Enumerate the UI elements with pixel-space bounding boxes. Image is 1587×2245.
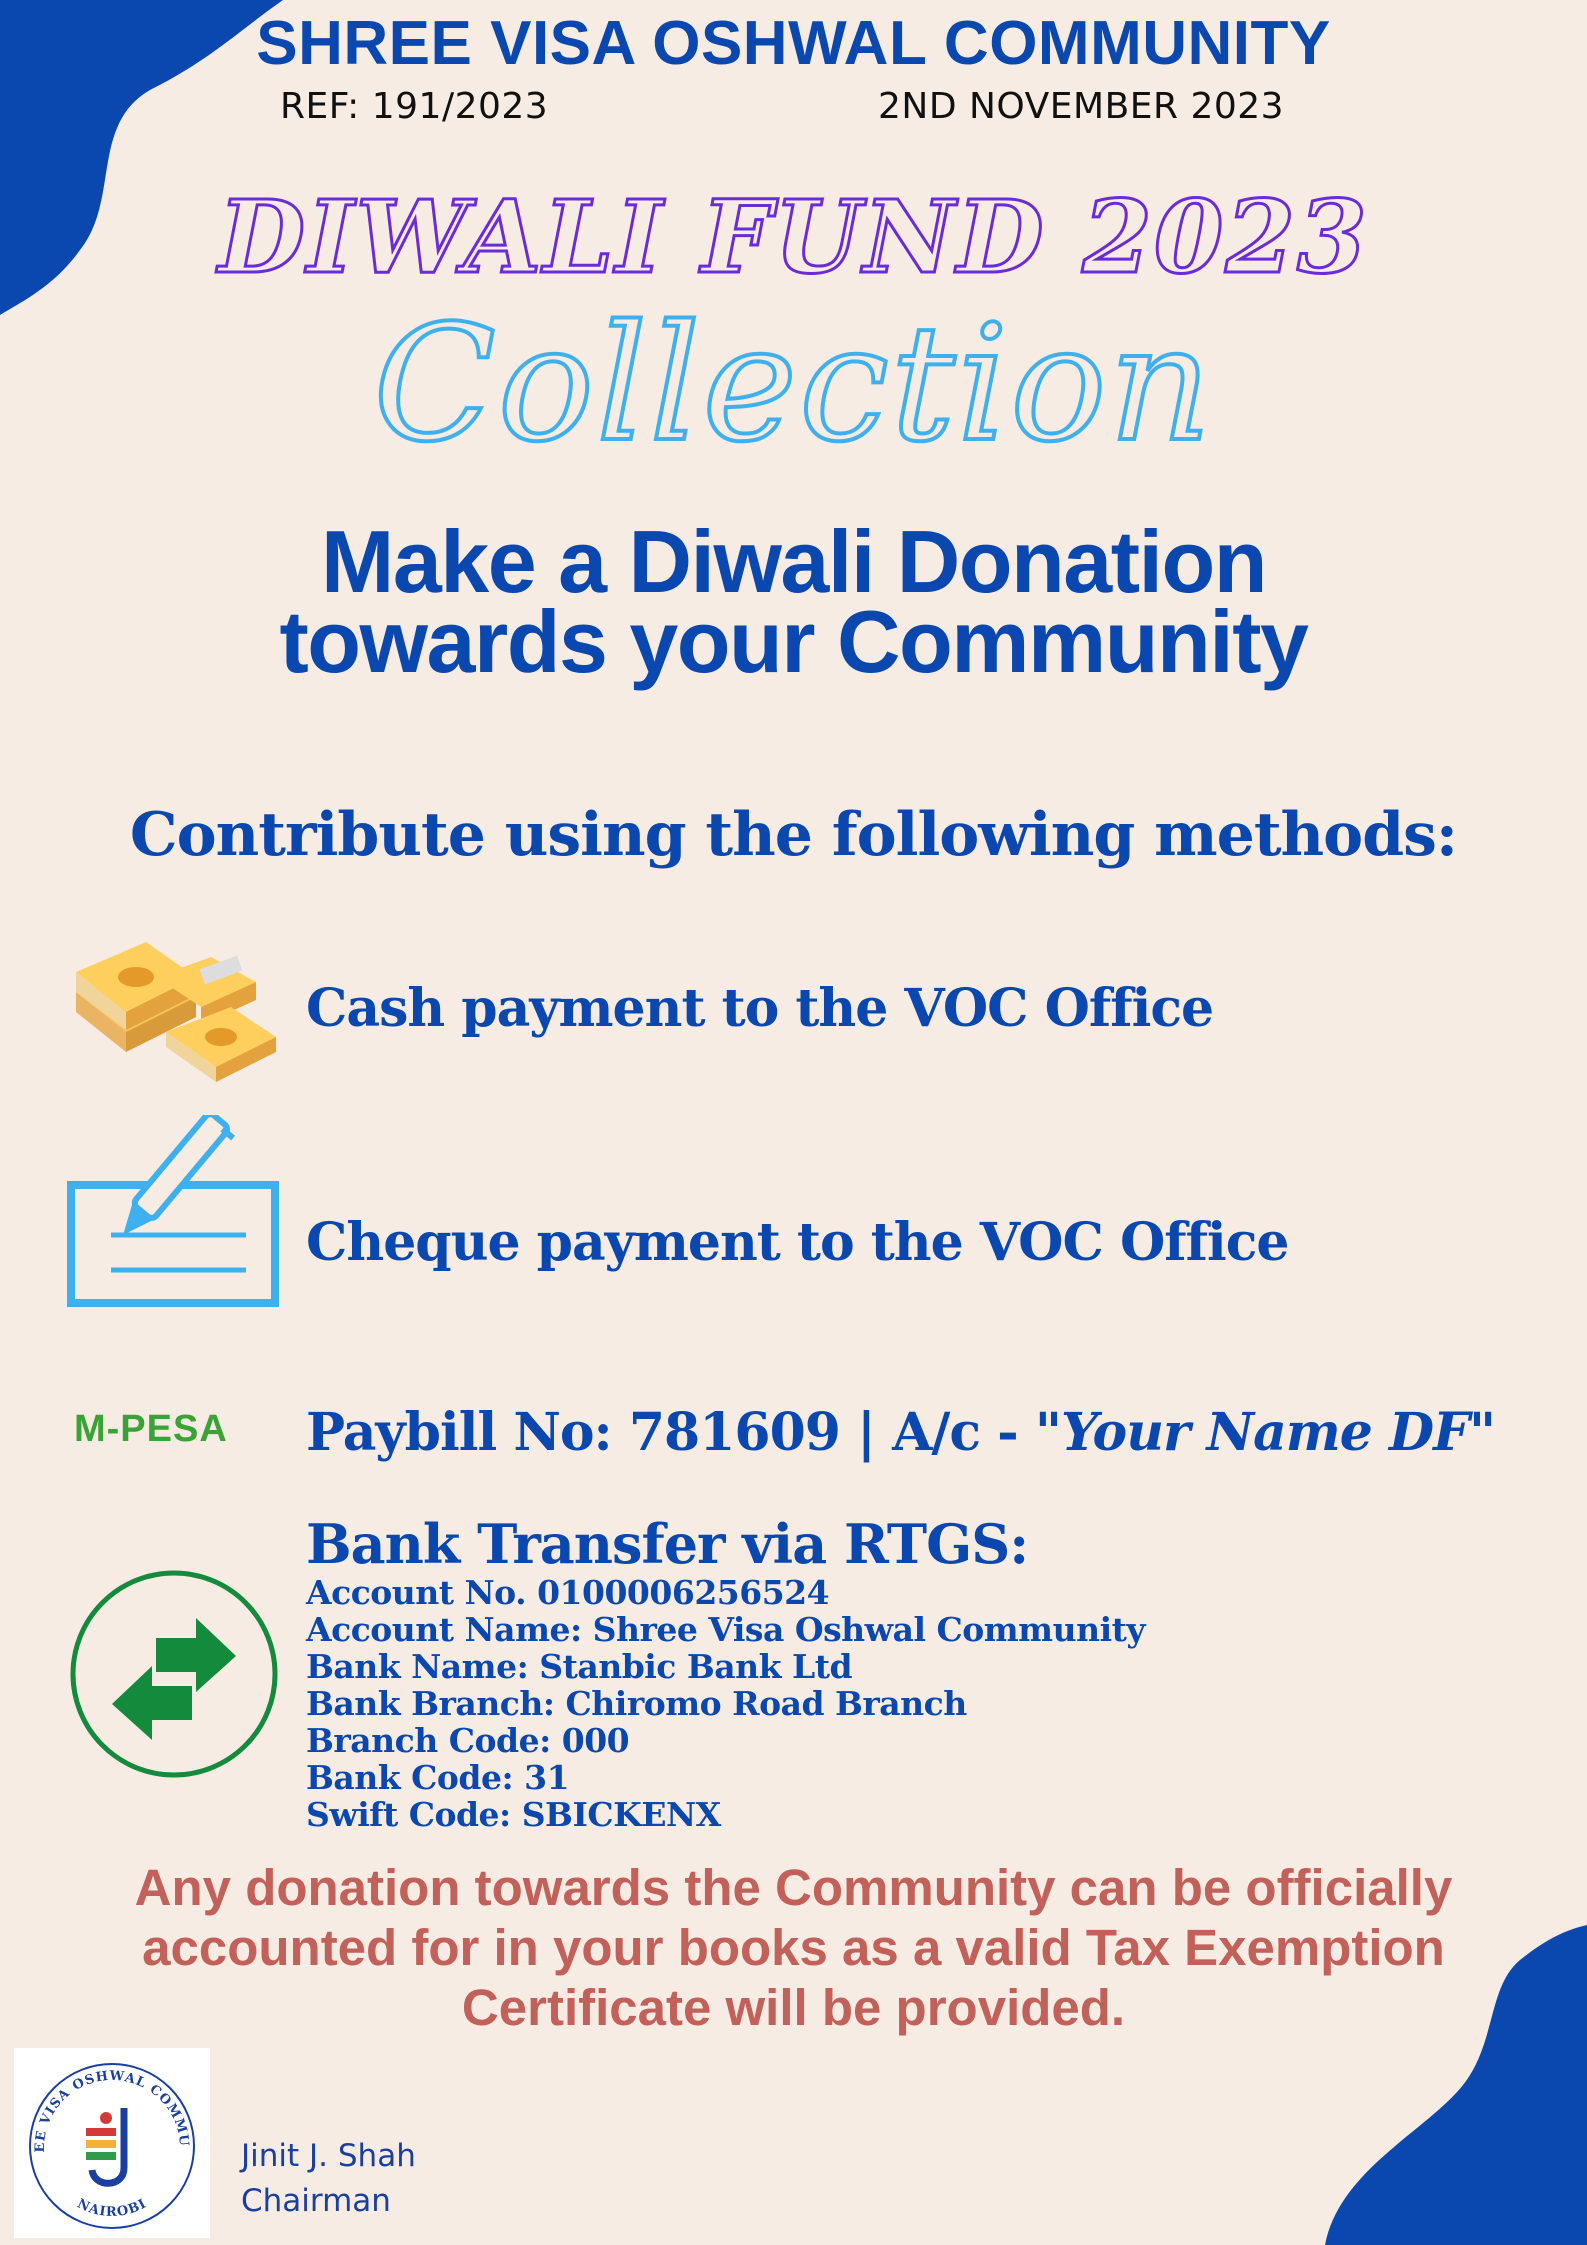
headline-line-2: towards your Community — [279, 592, 1308, 691]
cash-stack-icon — [66, 922, 282, 1092]
mpesa-logo: M-PESA — [74, 1408, 228, 1450]
paybill-account-name: Your Name DF — [1060, 1402, 1469, 1463]
signatory-name: Jinit J. Shah — [241, 2138, 416, 2174]
document-date: 2ND NOVEMBER 2023 — [878, 86, 1285, 127]
svg-text:NAIROBI — [75, 2196, 150, 2220]
bank-details-list — [306, 1574, 1145, 1833]
cheque-pen-icon — [66, 1115, 282, 1310]
paybill-suffix: " — [1469, 1402, 1496, 1463]
fund-title: DIWALI FUND 2023 — [218, 178, 1369, 296]
bank-code: Bank Code: 31 — [306, 1758, 570, 1797]
seal-text-top: EE VISA OSHWAL COMMU — [32, 2068, 192, 2153]
bank-transfer-heading: Bank Transfer via RTGS: — [306, 1512, 1029, 1576]
mpesa-paybill-text — [306, 1402, 1495, 1463]
bank-branch: Bank Branch: Chiromo Road Branch — [306, 1684, 967, 1723]
transfer-arrows-icon — [68, 1568, 280, 1780]
signatory-title: Chairman — [241, 2183, 391, 2219]
reference-number: REF: 191/2023 — [280, 86, 549, 127]
branch-code: Branch Code: 000 — [306, 1721, 630, 1760]
paybill-prefix: Paybill No: 781609 | A/c - " — [306, 1402, 1061, 1463]
bank-account-number: Account No. 0100006256524 — [306, 1573, 830, 1612]
tax-exemption-note: Any donation towards the Community can be officially accounted for in your books as a valid Tax Exemption Certificate will be provided. — [134, 1859, 1453, 2036]
methods-heading: Contribute using the following methods: — [129, 800, 1458, 870]
community-seal — [14, 2048, 210, 2238]
bank-account-name: Account Name: Shree Visa Oshwal Community — [306, 1610, 1146, 1649]
swift-code: Swift Code: SBICKENX — [306, 1795, 721, 1834]
organization-name: SHREE VISA OSHWAL COMMUNITY — [256, 9, 1331, 78]
cash-method-text: Cash payment to the VOC Office — [306, 978, 1214, 1039]
cheque-method-text: Cheque payment to the VOC Office — [306, 1212, 1289, 1273]
collection-script-title: Collection — [373, 290, 1214, 477]
seal-logo-icon — [14, 2048, 210, 2238]
headline-line-1: Make a Diwali Donation — [321, 512, 1266, 611]
seal-text-bottom: NAIROBI — [74, 2196, 150, 2220]
bank-name: Bank Name: Stanbic Bank Ltd — [306, 1647, 853, 1686]
